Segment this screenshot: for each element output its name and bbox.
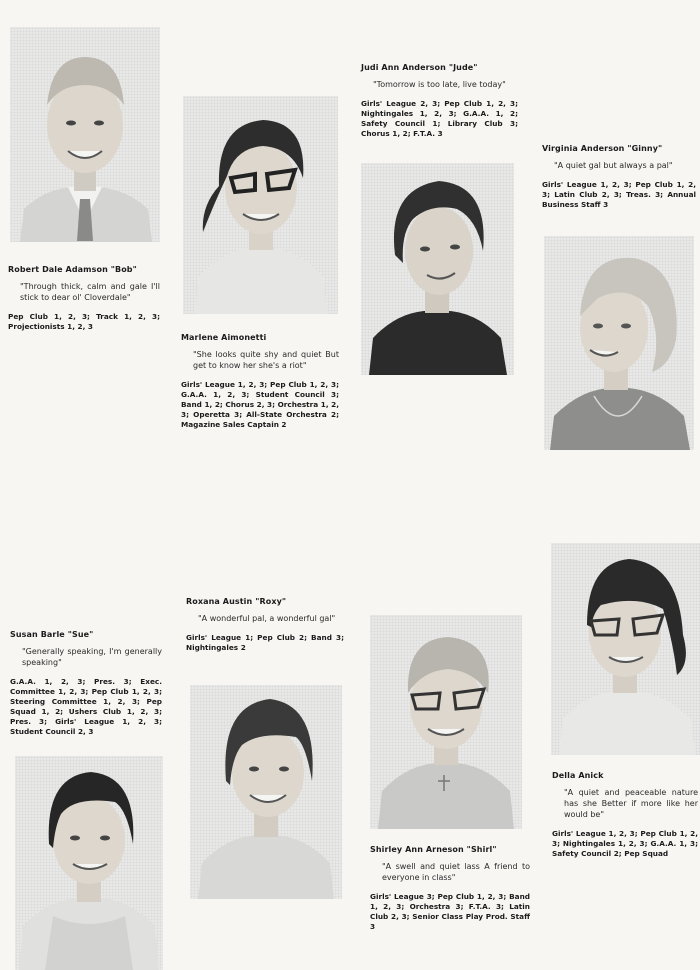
portrait-virginia-anderson (544, 236, 694, 450)
student-quote: "A swell and quiet lass A friend to everyone in class" (382, 862, 530, 882)
student-quote: "Tomorrow is too late, live today" (373, 80, 506, 89)
student-quote: "A quiet gal but always a pal" (554, 161, 673, 170)
student-quote: "Generally speaking, I'm generally speaking" (22, 647, 162, 667)
student-activities: Girls' League 1, 2, 3; Pep Club 1, 2, 3; Nightingales 1, 2, 3; G.A.A. 1, 3; Safety Council 2; Pep Squad (552, 829, 698, 858)
student-name: Susan Barle "Sue" (10, 630, 94, 639)
student-name: Marlene Aimonetti (181, 333, 267, 342)
student-name: Della Anick (552, 771, 604, 780)
student-name: Roxana Austin "Roxy" (186, 597, 287, 606)
student-quote: "Through thick, calm and gale I'll stick to dear ol' Cloverdale" (20, 282, 160, 302)
portrait-robert-adamson (10, 27, 160, 242)
student-activities: Girls' League 1, 2, 3; Pep Club 1, 2, 3; G.A.A. 1, 2, 3; Student Council 3; Band 1, 2; Chorus 2, 3; Orchestra 1, 2, 3; Operetta 3; All-State Orchestra 2; Magazine Sales Captain 2 (181, 380, 339, 429)
student-activities: Girls' League 2, 3; Pep Club 1, 2, 3; Nightingales 1, 2, 3; G.A.A. 1, 2; Safety Council 1; Library Club 3; Chorus 1, 2; F.T.A. 3 (361, 99, 518, 138)
entry-robert-adamson (8, 265, 160, 332)
student-name: Judi Ann Anderson "Jude" (361, 63, 478, 72)
student-name: Robert Dale Adamson "Bob" (8, 265, 137, 274)
student-activities: G.A.A. 1, 2, 3; Pres. 3; Exec. Committee 1, 2, 3; Pep Club 1, 2, 3; Steering Committee 1, 2, 3; Pep Squad 1, 2; Ushers Club 1, 2, 3; Pres. 3; Girls' League 1, 2, 3; Student Council 2, 3 (10, 677, 162, 736)
entry-susan-barle (10, 630, 162, 737)
portrait-roxana-austin (190, 685, 342, 899)
portrait-susan-barle (15, 756, 163, 970)
portrait-marlene-aimonetti (183, 96, 338, 314)
student-activities: Girls' League 3; Pep Club 1, 2, 3; Band 1, 2, 3; Orchestra 3; F.T.A. 3; Latin Club 2, 3; Senior Class Play Prod. Staff 3 (370, 892, 530, 931)
student-activities: Girls' League 1, 2, 3; Pep Club 1, 2, 3; Latin Club 2, 3; Treas. 3; Annual Business Staff 3 (542, 180, 696, 209)
student-activities: Girls' League 1; Pep Club 2; Band 3; Nightingales 2 (186, 633, 344, 652)
student-quote: "A wonderful pal, a wonderful gal" (198, 614, 336, 623)
entry-shirley-arneson (370, 845, 530, 932)
entry-della-anick (552, 771, 698, 859)
student-quote: "A quiet and peaceable nature has she Better if more like her would be" (564, 788, 698, 819)
portrait-della-anick (551, 543, 700, 755)
student-quote: "She looks quite shy and quiet But get to know her she's a riot" (193, 350, 339, 370)
portrait-shirley-arneson (370, 615, 522, 829)
entry-virginia-anderson (542, 144, 696, 210)
student-activities: Pep Club 1, 2, 3; Track 1, 2, 3; Projectionists 1, 2, 3 (8, 312, 160, 331)
entry-marlene-aimonetti (181, 333, 339, 430)
portrait-judi-anderson (361, 163, 514, 375)
student-name: Virginia Anderson "Ginny" (542, 144, 663, 153)
entry-judi-anderson (361, 63, 518, 139)
student-name: Shirley Ann Arneson "Shirl" (370, 845, 497, 854)
entry-roxana-austin (186, 597, 344, 653)
